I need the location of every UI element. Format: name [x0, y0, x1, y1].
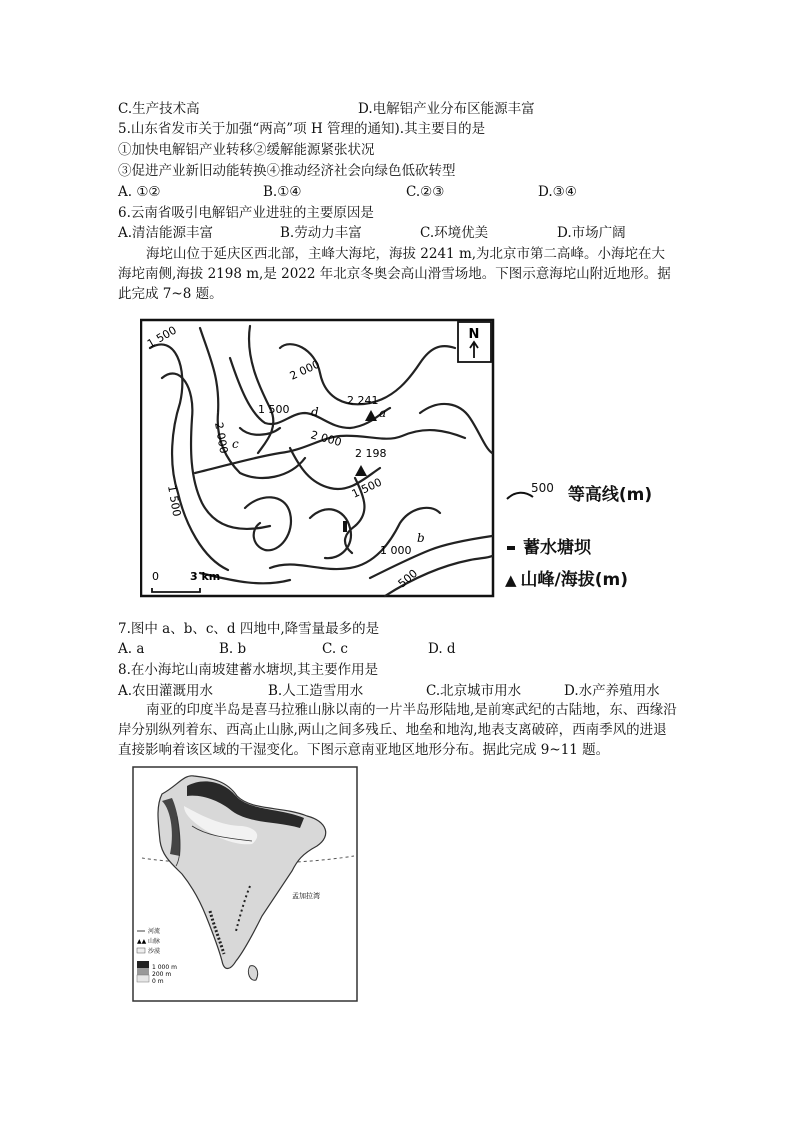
legend-dam-label: 蓄水塘坝 [523, 538, 591, 558]
legend-mountain: 山脉 [148, 938, 161, 945]
passage-haituo: 海坨山位于延庆区西北部，主峰大海坨，海拔 2241 m,为北京市第二高峰。小海坨在大海坨南侧,海拔 2198 m,是 2022 年北京冬奥会高山滑雪场地。下图示意海坨山附近地形。据此完成 7~8 题。 [118, 246, 671, 302]
q5-option-c: C.②③ [406, 184, 445, 200]
q6-option-c: C.环境优美 [420, 225, 489, 241]
q7-option-c: C. c [322, 641, 348, 657]
contour-label: 1 500 [165, 484, 184, 518]
point-c: c [232, 437, 239, 451]
q6-option-d: D.市场广阔 [557, 225, 626, 241]
q6-stem: 6.云南省吸引电解铝产业进驻的主要原因是 [118, 205, 374, 221]
q4-option-c: C.生产技术高 [118, 101, 200, 117]
point-a: a [379, 406, 387, 420]
q5-option-d: D.③④ [538, 184, 577, 200]
q7-option-d: D. d [428, 641, 456, 657]
peak-elevation-2198: 2 198 [355, 447, 387, 460]
legend-peak-row [505, 565, 628, 590]
legend-0m: 0 m [152, 978, 164, 985]
legend-contour-sample: 500 [531, 481, 554, 495]
contour-label: 1 000 [380, 544, 412, 557]
bay-of-bengal-label: 孟加拉湾 [292, 892, 320, 900]
dam-legend-icon [507, 546, 515, 550]
passage-south-asia: 南亚的印度半岛是喜马拉雅山脉以南的一片半岛形陆地,是前寒武纪的古陆地，东、西缘沿岸分别纵列着东、西高止山脉,两山之间多残丘、地垒和地沟,地表支离破碎，西南季风的进退直接影响着该区域的干湿变化。下图示意南亚地区地形分布。据此完成 9~11 题。 [118, 702, 677, 758]
q8-stem: 8.在小海坨山南坡建蓄水塘坝,其主要作用是 [118, 662, 379, 678]
contour-label: 2 000 [309, 428, 344, 450]
contour-label: 500 [395, 566, 421, 591]
legend-contour-label: 等高线(m) [567, 485, 653, 505]
north-label: N [468, 327, 480, 342]
contour-label: 1 500 [349, 475, 384, 501]
legend-peak-label: 山峰/海拔(m) [520, 570, 629, 590]
q7-option-a: A. a [118, 641, 145, 657]
q6-option-a: A.清洁能源丰富 [118, 225, 214, 241]
legend-river: 河流 [148, 928, 161, 935]
q5-option-b: B.①④ [263, 184, 302, 200]
contour-label: 2 000 [287, 357, 322, 383]
q8-option-b: B.人工造雪用水 [268, 683, 364, 699]
legend-mountain-icon: ▲▲ [137, 938, 147, 945]
q7-stem: 7.图中 a、b、c、d 四地中,降雪量最多的是 [118, 621, 380, 637]
q4-option-d: D.电解铝产业分布区能源丰富 [358, 101, 535, 117]
scale-start: 0 [152, 570, 159, 583]
contour-map [140, 318, 496, 600]
legend-1000m: 1 000 m [152, 964, 177, 971]
peak-legend-icon: ▲ [505, 571, 517, 589]
peak-elevation-2241: 2 241 [347, 394, 379, 407]
legend-desert: 沙漠 [148, 948, 161, 955]
q5-stem: 5.山东省发市关于加强“两高”项 H 管理的通知).其主要目的是 [118, 121, 486, 137]
q7-option-b: B. b [219, 641, 247, 657]
point-b: b [417, 531, 425, 545]
q5-statement-1: ①加快电解铝产业转移②缓解能源紧张状况 [118, 142, 375, 158]
q8-option-c: C.北京城市用水 [426, 683, 522, 699]
contour-label: 2 000 [212, 421, 231, 455]
point-d: d [311, 405, 319, 419]
legend-dam-row [507, 533, 591, 558]
q6-option-b: B.劳动力丰富 [280, 225, 362, 241]
q5-option-a: A. ①② [118, 184, 161, 200]
scale-end: 3 km [190, 570, 221, 583]
sri-lanka [248, 966, 257, 981]
dam-marker [343, 521, 347, 532]
q8-option-a: A.农田灌溉用水 [118, 683, 214, 699]
contour-label: 1 500 [145, 323, 179, 351]
q5-statement-2: ③促进产业新旧动能转换④推动经济社会向绿色低砍转型 [118, 163, 456, 179]
legend-contour-row [505, 480, 652, 505]
south-asia-map [132, 766, 358, 1002]
q8-option-d: D.水产养殖用水 [564, 683, 660, 699]
legend-200m: 200 m [152, 971, 172, 978]
contour-label: 1 500 [258, 403, 290, 416]
